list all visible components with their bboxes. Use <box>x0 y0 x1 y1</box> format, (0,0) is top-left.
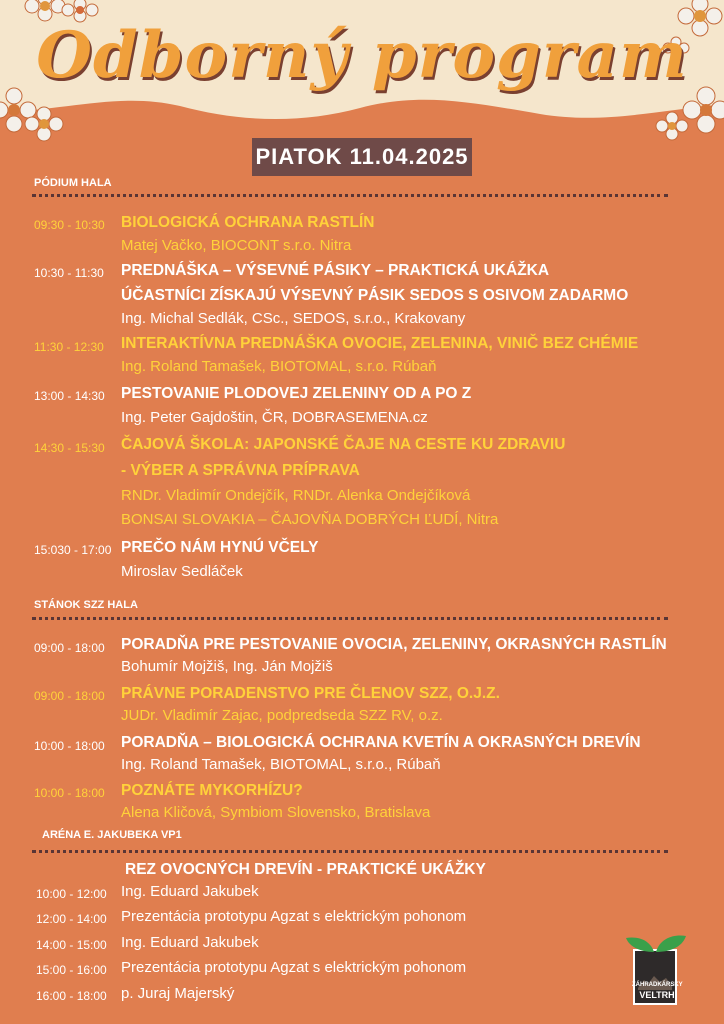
event-speaker: Bohumír Mojžiš, Ing. Ján Mojžiš <box>121 658 333 675</box>
event-time: 09:00 - 18:00 <box>34 641 105 655</box>
event-time: 12:00 - 14:00 <box>36 912 107 926</box>
event-speaker: RNDr. Vladimír Ondejčík, RNDr. Alenka Ondejčíková <box>121 487 471 504</box>
event-time: 15:030 - 17:00 <box>34 543 112 557</box>
event-time: 15:00 - 16:00 <box>36 963 107 977</box>
event-speaker: Ing. Michal Sedlák, CSc., SEDOS, s.r.o., Krakovany <box>121 310 466 327</box>
event-speaker: Prezentácia prototypu Agzat s elektrickým pohonom <box>121 959 467 976</box>
event-time: 11:30 - 12:30 <box>34 340 104 354</box>
event-time: 10:30 - 11:30 <box>34 266 104 280</box>
event-speaker: Alena Kličová, Symbiom Slovensko, Bratislava <box>121 804 431 821</box>
event-speaker: Ing. Eduard Jakubek <box>121 883 259 900</box>
event-organizer: BONSAI SLOVAKIA – ČAJOVŇA DOBRÝCH ĽUDÍ, Nitra <box>121 511 499 528</box>
event-time: 10:00 - 18:00 <box>34 739 105 753</box>
event-time: 09:30 - 10:30 <box>34 218 105 232</box>
event-time: 10:00 - 18:00 <box>34 786 105 800</box>
event-title: PRÁVNE PORADENSTVO PRE ČLENOV SZZ, O.J.Z. <box>121 685 500 702</box>
section-label-stanok: STÁNOK SZZ HALA <box>34 599 138 611</box>
event-title: POZNÁTE MYKORHÍZU? <box>121 782 303 799</box>
event-speaker: Miroslav Sedláček <box>121 563 243 580</box>
event-title: PORADŇA – BIOLOGICKÁ OCHRANA KVETÍN A OKRASNÝCH DREVÍN <box>121 734 641 751</box>
section-label-arena: ARÉNA E. JAKUBEKA VP1 <box>42 829 182 841</box>
event-speaker: Matej Vačko, BIOCONT s.r.o. Nitra <box>121 237 352 254</box>
divider <box>32 850 668 853</box>
logo-text-line1: ZÁHRADKÁRSKY <box>632 982 683 988</box>
event-time: 09:00 - 18:00 <box>34 689 105 703</box>
divider <box>32 617 668 620</box>
event-subtitle: - VÝBER A SPRÁVNA PRÍPRAVA <box>121 462 360 479</box>
divider <box>32 194 668 197</box>
event-speaker: Ing. Roland Tamašek, BIOTOMAL, s.r.o., Rúbaň <box>121 756 441 773</box>
event-title: PESTOVANIE PLODOVEJ ZELENINY OD A PO Z <box>121 385 472 402</box>
arena-heading: REZ OVOCNÝCH DREVÍN - PRAKTICKÉ UKÁŽKY <box>125 861 486 878</box>
event-title: BIOLOGICKÁ OCHRANA RASTLÍN <box>121 214 375 231</box>
page-title: Odborný program <box>36 18 688 93</box>
date-badge: PIATOK 11.04.2025 <box>252 138 472 176</box>
event-time: 14:00 - 15:00 <box>36 938 107 952</box>
event-time: 16:00 - 18:00 <box>36 989 107 1003</box>
event-time: 10:00 - 12:00 <box>36 887 107 901</box>
event-title: PREDNÁŠKA – VÝSEVNÉ PÁSIKY – PRAKTICKÁ UKÁŽKA <box>121 262 550 279</box>
logo-text-line2: VELTRH <box>639 990 675 1000</box>
event-speaker: Ing. Peter Gajdoštin, ČR, DOBRASEMENA.cz <box>121 409 428 426</box>
event-speaker: Prezentácia prototypu Agzat s elektrickým pohonom <box>121 908 467 925</box>
event-speaker: Ing. Roland Tamašek, BIOTOMAL, s.r.o. Rúbaň <box>121 358 437 375</box>
event-title: PORADŇA PRE PESTOVANIE OVOCIA, ZELENINY, OKRASNÝCH RASTLÍN <box>121 636 667 653</box>
event-time: 14:30 - 15:30 <box>34 441 105 455</box>
event-speaker: p. Juraj Majerský <box>121 985 235 1002</box>
event-speaker: JUDr. Vladimír Zajac, podpredseda SZZ RV, o.z. <box>121 707 443 724</box>
event-subtitle: ÚČASTNÍCI ZÍSKAJÚ VÝSEVNÝ PÁSIK SEDOS S OSIVOM ZADARMO <box>121 287 629 304</box>
event-title: PREČO NÁM HYNÚ VČELY <box>121 539 319 556</box>
event-speaker: Ing. Eduard Jakubek <box>121 934 259 951</box>
event-title: INTERAKTÍVNA PREDNÁŠKA OVOCIE, ZELENINA, VINIČ BEZ CHÉMIE <box>121 335 639 352</box>
section-label-podium: PÓDIUM HALA <box>34 177 112 189</box>
event-time: 13:00 - 14:30 <box>34 389 105 403</box>
event-title: ČAJOVÁ ŠKOLA: JAPONSKÉ ČAJE NA CESTE KU ZDRAVIU <box>121 436 566 453</box>
